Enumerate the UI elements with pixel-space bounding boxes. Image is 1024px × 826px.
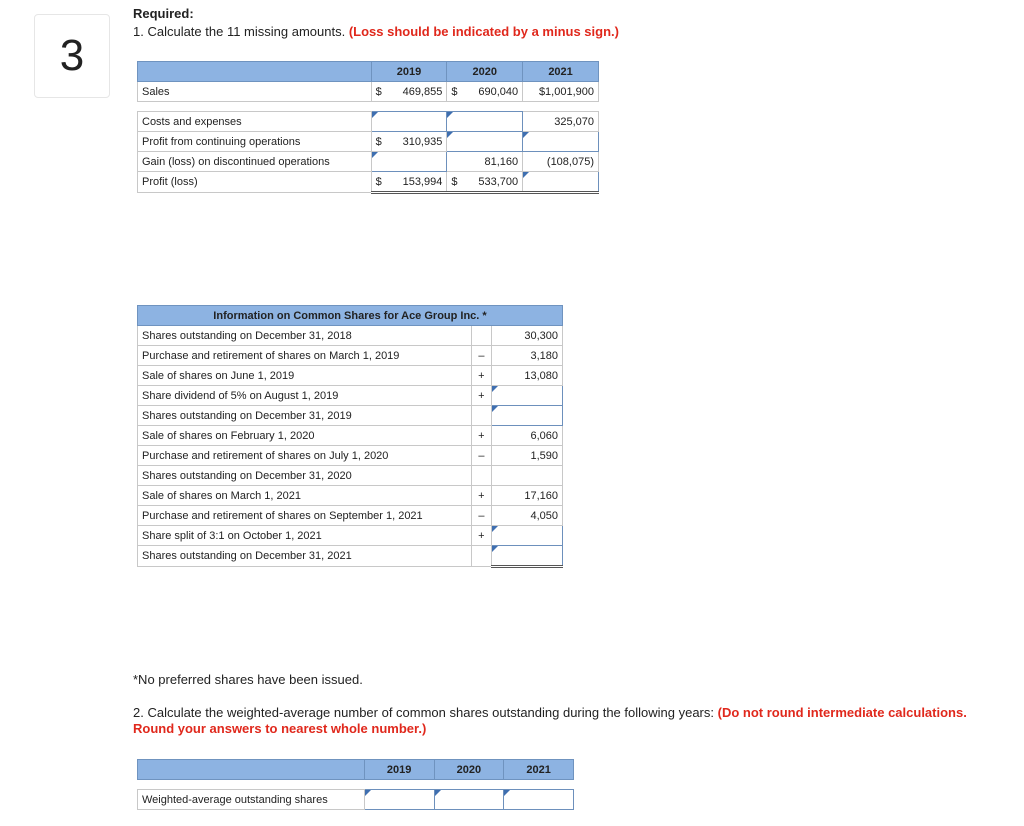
shares-row-sign: + xyxy=(471,366,492,386)
shares-row-sign xyxy=(471,326,492,346)
profit-2019-value: 153,994 xyxy=(402,175,443,188)
pfco-label: Profit from continuing operations xyxy=(138,132,372,152)
sales-2020-value: 690,040 xyxy=(478,85,519,98)
shares-row-value: 6,060 xyxy=(492,426,563,446)
shares-row-label: Shares outstanding on December 31, 2019 xyxy=(138,406,472,426)
profit-2020 xyxy=(447,172,523,193)
profit-2020-value: 533,700 xyxy=(478,175,519,188)
income-table xyxy=(137,61,599,194)
shares-row xyxy=(138,466,563,486)
question-number: 3 xyxy=(34,14,110,98)
shares-row-sign: + xyxy=(471,486,492,506)
shares-title: Information on Common Shares for Ace Group Inc. * xyxy=(138,306,563,326)
w-year-2020-header: 2020 xyxy=(434,760,504,780)
question-2 xyxy=(133,705,973,737)
shares-row-sign: – xyxy=(471,446,492,466)
income-header-row xyxy=(138,62,599,82)
footnote: *No preferred shares have been issued. xyxy=(133,672,363,687)
spacer-row xyxy=(138,780,574,790)
shares-row-sign xyxy=(471,466,492,486)
sales-row xyxy=(138,82,599,102)
pfco-2019 xyxy=(371,132,447,152)
profit-row xyxy=(138,172,599,193)
shares-row-label: Share split of 3:1 on October 1, 2021 xyxy=(138,526,472,546)
shares-row-label: Sale of shares on March 1, 2021 xyxy=(138,486,472,506)
currency-symbol: $ xyxy=(375,135,382,148)
year-2021-header: 2021 xyxy=(523,62,599,82)
pfco-2021-input[interactable] xyxy=(523,132,599,152)
shares-row-label: Purchase and retirement of shares on July 1, 2020 xyxy=(138,446,472,466)
shares-row xyxy=(138,446,563,466)
shares-dec-2021-input[interactable] xyxy=(492,546,563,567)
currency-symbol: $ xyxy=(451,175,458,188)
currency-symbol: $ xyxy=(375,175,382,188)
shares-row-label: Sale of shares on June 1, 2019 xyxy=(138,366,472,386)
costs-label: Costs and expenses xyxy=(138,112,372,132)
shares-row-value: 1,590 xyxy=(492,446,563,466)
shares-row xyxy=(138,426,563,446)
costs-2020-input[interactable] xyxy=(447,112,523,132)
pfco-row xyxy=(138,132,599,152)
gain-2020: 81,160 xyxy=(447,152,523,172)
shares-row-value: 13,080 xyxy=(492,366,563,386)
shares-row xyxy=(138,326,563,346)
shares-row-sign: – xyxy=(471,506,492,526)
currency-symbol: $ xyxy=(451,85,458,98)
costs-row xyxy=(138,112,599,132)
shares-row-sign xyxy=(471,406,492,426)
share-split-input[interactable] xyxy=(492,526,563,546)
shares-row xyxy=(138,506,563,526)
shares-dec-2019-input[interactable] xyxy=(492,406,563,426)
shares-row-label: Sale of shares on February 1, 2020 xyxy=(138,426,472,446)
spacer-row xyxy=(138,102,599,112)
weighted-2020-input[interactable] xyxy=(434,790,504,810)
q2-note: (Do not round intermediate calculations. Round your answers to nearest whole number.) xyxy=(133,705,967,736)
gain-row xyxy=(138,152,599,172)
profit-2021-input[interactable] xyxy=(523,172,599,193)
shares-row-value: 17,160 xyxy=(492,486,563,506)
pfco-2020-input[interactable] xyxy=(447,132,523,152)
shares-table xyxy=(137,305,563,568)
shares-row-value xyxy=(492,466,563,486)
shares-row xyxy=(138,346,563,366)
shares-row-value: 30,300 xyxy=(492,326,563,346)
sales-label: Sales xyxy=(138,82,372,102)
weighted-label: Weighted-average outstanding shares xyxy=(138,790,365,810)
shares-row-label: Shares outstanding on December 31, 2021 xyxy=(138,546,472,567)
shares-row-sign: – xyxy=(471,346,492,366)
gain-2019-input[interactable] xyxy=(371,152,447,172)
shares-row-label: Share dividend of 5% on August 1, 2019 xyxy=(138,386,472,406)
q2-text: 2. Calculate the weighted-average number of common shares outstanding during the following years: xyxy=(133,705,715,720)
year-2020-header: 2020 xyxy=(447,62,523,82)
w-year-2019-header: 2019 xyxy=(364,760,434,780)
year-2019-header: 2019 xyxy=(371,62,447,82)
instruction-text: 1. Calculate the 11 missing amounts. xyxy=(133,24,346,39)
shares-title-row xyxy=(138,306,563,326)
w-year-2021-header: 2021 xyxy=(504,760,574,780)
shares-row-sign: + xyxy=(471,526,492,546)
sales-2019 xyxy=(371,82,447,102)
profit-2019 xyxy=(371,172,447,193)
weighted-header-row xyxy=(138,760,574,780)
shares-row-value: 3,180 xyxy=(492,346,563,366)
instruction xyxy=(133,24,619,39)
shares-row xyxy=(138,386,563,406)
weighted-2021-input[interactable] xyxy=(504,790,574,810)
gain-2021: (108,075) xyxy=(523,152,599,172)
costs-2019-input[interactable] xyxy=(371,112,447,132)
weighted-row xyxy=(138,790,574,810)
instruction-note: (Loss should be indicated by a minus sign.) xyxy=(348,24,619,39)
shares-row-sign: + xyxy=(471,386,492,406)
shares-row-label: Purchase and retirement of shares on March 1, 2019 xyxy=(138,346,472,366)
currency-symbol: $ xyxy=(375,85,382,98)
required-label: Required: xyxy=(133,6,194,21)
sales-2019-value: 469,855 xyxy=(402,85,443,98)
gain-label: Gain (loss) on discontinued operations xyxy=(138,152,372,172)
sales-2020 xyxy=(447,82,523,102)
shares-row-label: Purchase and retirement of shares on September 1, 2021 xyxy=(138,506,472,526)
shares-row xyxy=(138,406,563,426)
shares-row xyxy=(138,526,563,546)
shares-row-sign: + xyxy=(471,426,492,446)
weighted-2019-input[interactable] xyxy=(364,790,434,810)
shares-row-label: Shares outstanding on December 31, 2020 xyxy=(138,466,472,486)
sales-2021: $1,001,900 xyxy=(523,82,599,102)
shares-row xyxy=(138,546,563,567)
shares-row-label: Shares outstanding on December 31, 2018 xyxy=(138,326,472,346)
profit-label: Profit (loss) xyxy=(138,172,372,193)
shares-row-sign xyxy=(471,546,492,567)
share-dividend-input[interactable] xyxy=(492,386,563,406)
costs-2021: 325,070 xyxy=(523,112,599,132)
shares-row-value: 4,050 xyxy=(492,506,563,526)
shares-row xyxy=(138,486,563,506)
pfco-2019-value: 310,935 xyxy=(402,135,443,148)
weighted-table xyxy=(137,759,574,810)
shares-row xyxy=(138,366,563,386)
